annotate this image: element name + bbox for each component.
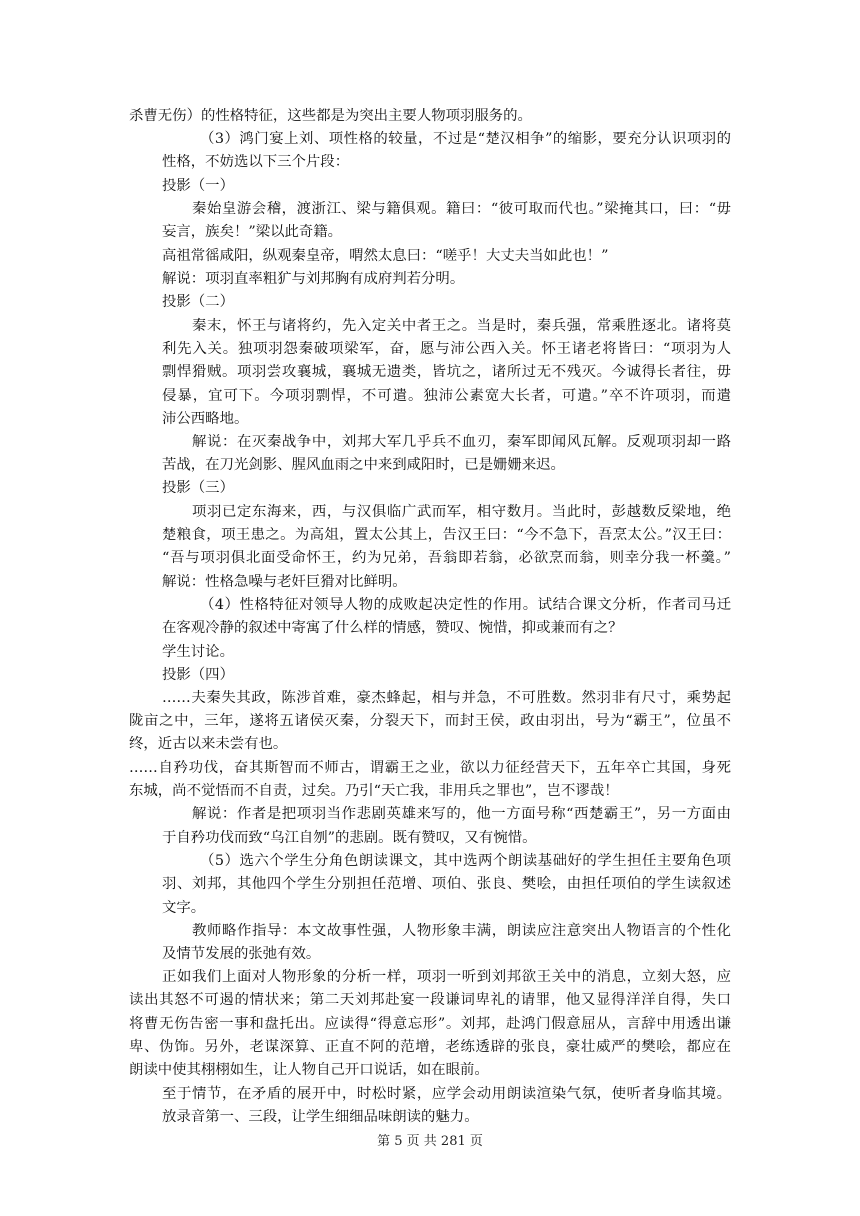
- text-line: 教师略作指导：本文故事性强，人物形象丰满，朗读应注意突出人物语言的个性化: [192, 923, 731, 939]
- explanation-line: 解说：项羽直率粗犷与刘邦胸有成府判若分明。: [162, 271, 465, 287]
- text-line: 妄言，族矣！”梁以此奇籍。: [162, 224, 343, 240]
- text-line: 将曹无伤告密一事和盘托出。应读得“得意忘形”。刘邦，赴鸿门假意屈从，言辞中用透出谦: [129, 1016, 731, 1032]
- text-line: 苦战，在刀光剑影、腥风血雨之中来到咸阳时，已是姗姗来迟。: [162, 457, 565, 473]
- section-heading: 投影（二）: [162, 294, 234, 310]
- text-line: 杀曹无伤）的性格特征，这些都是为突出主要人物项羽服务的。: [129, 108, 532, 124]
- text-line: （5）选六个学生分角色朗读课文，其中选两个朗读基础好的学生担任主要角色项: [200, 853, 731, 869]
- text-line: 剽悍猾贼。项羽尝攻襄城，襄城无遗类，皆坑之，诸所过无不残灭。今诚得长者往，毋: [162, 364, 731, 380]
- page-number-footer: 第 5 页 共 281 页: [377, 1134, 483, 1149]
- text-line: “吾与项羽俱北面受命怀王，约为兄弟，吾翁即若翁，必欲烹而翁，则幸分我一杯羹。”: [162, 550, 731, 566]
- text-line: 正如我们上面对人物形象的分析一样，项羽一听到刘邦欲王关中的消息，立刻大怒，应: [162, 969, 731, 985]
- text-line: 陇亩之中，三年，遂将五诸侯灭秦，分裂天下，而封王侯，政由羽出，号为“霸王”，位虽不: [129, 713, 731, 729]
- text-line: 利先入关。独项羽怨秦破项梁军，奋，愿与沛公西入关。怀王诸老将皆曰：“项羽为人: [162, 341, 731, 357]
- text-line: 至于情节，在矛盾的展开中，时松时紧，应学会动用朗读渲染气氛，使听者身临其境。: [162, 1086, 731, 1102]
- text-line: （3）鸿门宴上刘、项性格的较量，不过是“楚汉相争”的缩影，要充分认识项羽的: [200, 131, 731, 147]
- text-line: 楚粮食，项王患之。为高俎，置太公其上，告汉王曰：“今不急下，吾烹太公。”汉王曰：: [162, 527, 731, 543]
- text-line: ……自矜功伐，奋其斯智而不师古，谓霸王之业，欲以力征经营天下，五年卒亡其国，身死: [129, 760, 731, 776]
- text-line: 读出其怒不可遏的情状来；第二天刘邦赴宴一段谦词卑礼的请罪，他又显得洋洋自得，失口: [129, 992, 731, 1008]
- text-line: 朗读中使其栩栩如生，让人物自己开口说话，如在眼前。: [129, 1062, 489, 1078]
- text-line: 羽、刘邦，其他四个学生分别担任范增、项伯、张良、樊哙，由担任项伯的学生读叙述: [162, 876, 731, 892]
- text-line: 放录音第一、三段，让学生细细品味朗读的魅力。: [162, 1109, 479, 1125]
- text-line: 高祖常徭咸阳，纵观秦皇帝，喟然太息曰：“嗟乎！大丈夫当如此也！”: [162, 248, 609, 264]
- text-line: 学生讨论。: [162, 644, 234, 660]
- text-line: 东城，尚不觉悟而不自责，过矣。乃引“天亡我，非用兵之罪也”，岂不谬哉！: [129, 783, 619, 799]
- text-line: 于自矜功伐而致“乌江自刎”的悲剧。既有赞叹，又有惋惜。: [162, 830, 537, 846]
- section-heading: 投影（四）: [162, 667, 234, 683]
- text-line: 项羽已定东海来，西，与汉俱临广武而军，相守数月。当此时，彭越数反梁地，绝: [192, 504, 731, 520]
- explanation-line: 解说：作者是把项羽当作悲剧英雄来写的，他一方面号称“西楚霸王”，另一方面由: [192, 806, 731, 822]
- text-line: （4）性格特征对领导人物的成败起决定性的作用。试结合课文分析，作者司马迁: [200, 597, 731, 613]
- explanation-line: 解说：在灭秦战争中，刘邦大军几乎兵不血刃，秦军即闻风瓦解。反观项羽却一路: [192, 434, 731, 450]
- section-heading: 投影（一）: [162, 178, 234, 194]
- text-line: 在客观冷静的叙述中寄寓了什么样的情感，赞叹、惋惜，抑或兼而有之？: [162, 620, 623, 636]
- section-heading: 投影（三）: [162, 480, 234, 496]
- text-line: ……夫秦失其政，陈涉首难，豪杰蜂起，相与并急，不可胜数。然羽非有尺寸，乘势起: [162, 690, 731, 706]
- text-line: 侵暴，宜可下。今项羽剽悍，不可遣。独沛公素宽大长者，可遣。”卒不许项羽，而遣: [162, 388, 731, 404]
- text-line: 秦末，怀王与诸将约，先入定关中者王之。当是时，秦兵强，常乘胜逐北。诸将莫: [192, 318, 731, 334]
- text-line: 性格，不妨选以下三个片段：: [162, 154, 350, 170]
- text-line: 及情节发展的张弛有效。: [162, 946, 321, 962]
- text-line: 终，近古以来未尝有也。: [129, 736, 288, 752]
- text-line: 沛公西略地。: [162, 411, 249, 427]
- text-line: 卑、伪饰。另外，老谋深算、正直不阿的范增，老练透辟的张良，豪壮威严的樊哙，都应在: [129, 1039, 731, 1055]
- text-line: 秦始皇游会稽，渡浙江、梁与籍俱观。籍曰：“彼可取而代也。”梁掩其口，曰：“毋: [192, 201, 731, 217]
- explanation-line: 解说：性格急噪与老奸巨猾对比鲜明。: [162, 574, 407, 590]
- text-line: 文字。: [162, 900, 206, 916]
